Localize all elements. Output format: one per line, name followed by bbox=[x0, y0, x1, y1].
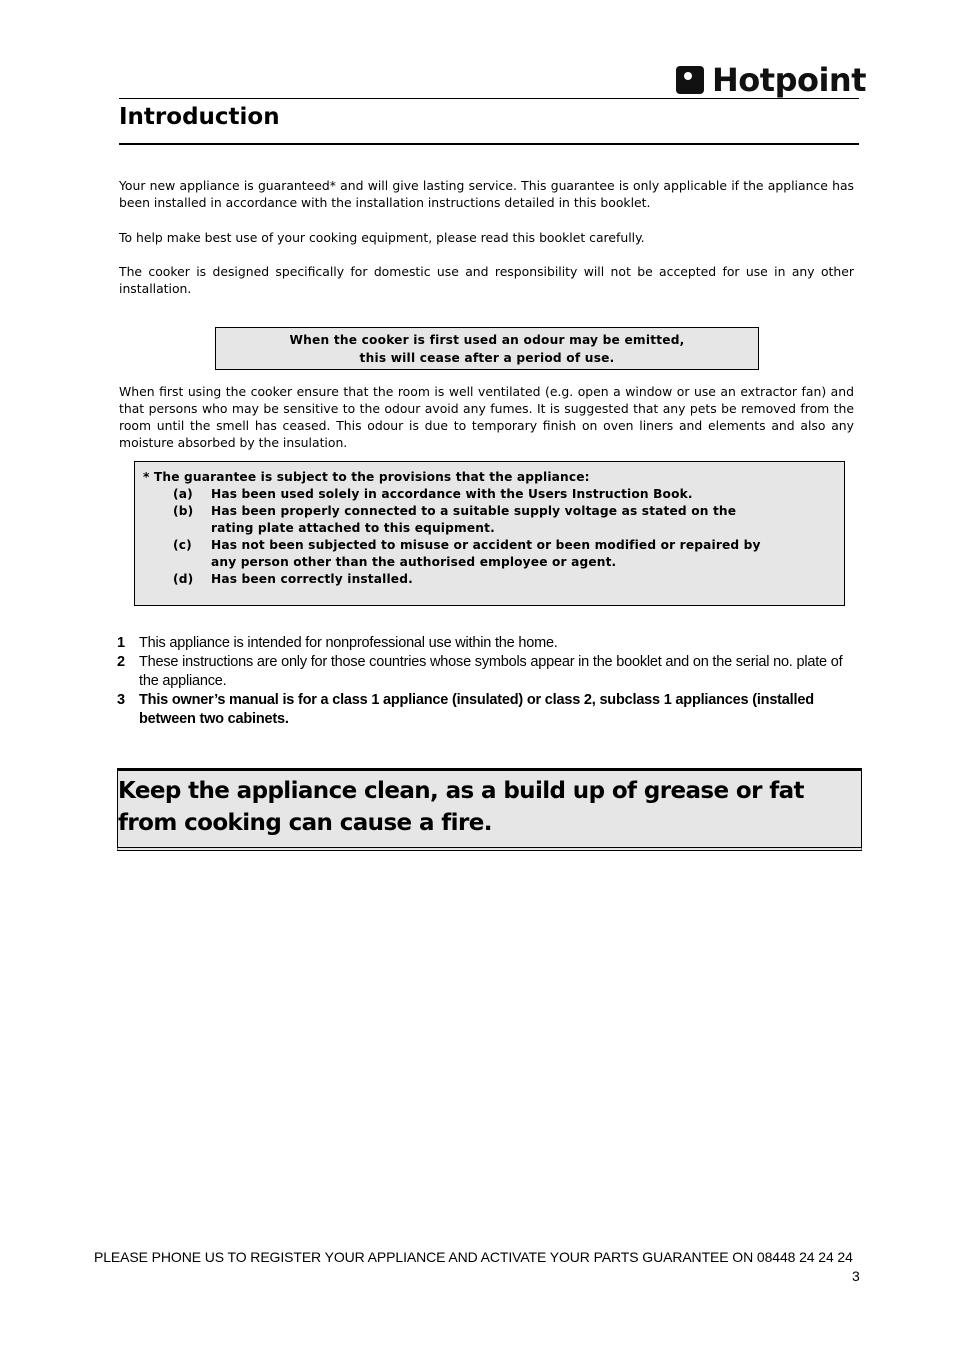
footer-register-text: PLEASE PHONE US TO REGISTER YOUR APPLIANCE AND ACTIVATE YOUR PARTS GUARANTEE ON 08448 24 24 24 bbox=[94, 1249, 853, 1265]
note-number: 3 bbox=[117, 692, 125, 708]
hotpoint-logo-icon bbox=[676, 66, 704, 94]
brand-logo bbox=[676, 60, 866, 100]
notice-line-1: When the cooker is first used an odour may be emitted, bbox=[289, 333, 685, 347]
read-booklet-paragraph: To help make best use of your cooking equipment, please read this booklet carefully. bbox=[119, 230, 645, 245]
fire-warning-text: Keep the appliance clean, as a build up of grease or fat from cooking can cause a fire. bbox=[118, 778, 804, 836]
guarantee-item-letter: (b) bbox=[173, 504, 194, 518]
odour-notice-box bbox=[215, 327, 759, 370]
header-rule bbox=[119, 98, 859, 99]
numbered-note bbox=[117, 691, 862, 729]
brand-name: Hotpoint bbox=[712, 61, 866, 99]
guarantee-item-letter: (a) bbox=[173, 487, 193, 501]
guarantee-heading: * The guarantee is subject to the provisions that the appliance: bbox=[143, 470, 590, 484]
notice-line-2: this will cease after a period of use. bbox=[359, 351, 615, 365]
numbered-note bbox=[117, 653, 862, 691]
ventilation-paragraph: When first using the cooker ensure that the room is well ventilated (e.g. open a window or use an extractor fan) and that persons who may be sensitive to the odour avoid any fumes. It is suggested that any pets be removed from the room until the smell has ceased. This odour is due to temporary finish on oven liners and elements and also any moisture absorbed by the insulation. bbox=[119, 384, 854, 450]
guarantee-item-text: Has been properly connected to a suitable supply voltage as stated on the rating plate attached to this equipment. bbox=[211, 504, 737, 535]
fire-warning-box bbox=[117, 768, 862, 851]
page-number: 3 bbox=[852, 1268, 860, 1284]
note-number: 2 bbox=[117, 654, 125, 670]
numbered-notes bbox=[117, 634, 862, 729]
page-title: Introduction bbox=[119, 104, 280, 130]
guarantee-conditions-box bbox=[134, 461, 845, 606]
numbered-note bbox=[117, 634, 862, 653]
note-text: This owner’s manual is for a class 1 appliance (insulated) or class 2, subclass 1 appliances (installed between two cabinets. bbox=[139, 692, 814, 727]
note-number: 1 bbox=[117, 635, 125, 651]
guarantee-item bbox=[143, 571, 844, 588]
guarantee-item bbox=[143, 537, 844, 571]
guarantee-item-text: Has been correctly installed. bbox=[211, 572, 413, 586]
guarantee-item-letter: (d) bbox=[173, 572, 194, 586]
guarantee-item-text: Has been used solely in accordance with the Users Instruction Book. bbox=[211, 487, 693, 501]
guarantee-item-text: Has not been subjected to misuse or accident or been modified or repaired by any person other than the authorised employee or agent. bbox=[211, 538, 761, 569]
note-text: These instructions are only for those countries whose symbols appear in the booklet and on the serial no. plate of the appliance. bbox=[139, 654, 843, 689]
guarantee-paragraph: Your new appliance is guaranteed* and will give lasting service. This guarantee is only applicable if the appliance has been installed in accordance with the installation instructions detailed in this booklet. bbox=[119, 178, 854, 210]
guarantee-item bbox=[143, 503, 844, 537]
guarantee-item bbox=[143, 486, 844, 503]
guarantee-item-letter: (c) bbox=[173, 538, 192, 552]
note-text: This appliance is intended for nonprofessional use within the home. bbox=[139, 635, 558, 651]
title-rule bbox=[119, 143, 859, 145]
domestic-use-paragraph: The cooker is designed specifically for domestic use and responsibility will not be accepted for use in any other installation. bbox=[119, 264, 854, 296]
